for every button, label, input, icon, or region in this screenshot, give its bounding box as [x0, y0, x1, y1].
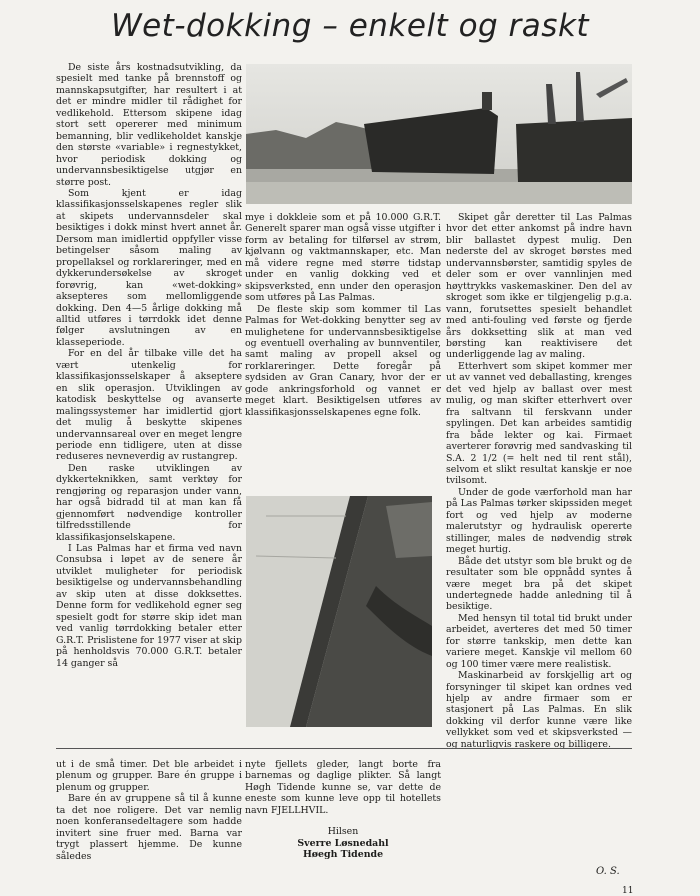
- column-middle: [245, 212, 441, 418]
- signoff-greeting: Hilsen: [327, 826, 359, 838]
- paragraph: Skipet går deretter til Las Palmas hvor det etter ankomst på indre havn blir ballastet dypest mulig. Den nederste del av skroget børstes med undervannsbørster, samtidig spyles de deler som er over vannlinjen med høyttrykks vaskemaskiner. Den del av skroget som ikke er tilgjengelig p.g.a. vann, forutsettes spesielt behandlet med anti-fouling ved første og fjerde års dokksetting slik at man ved børsting kan reaktivisere det underliggende lag av maling.: [446, 212, 632, 361]
- paragraph: De fleste skip som kommer til Las Palmas for Wet-dokking benytter seg av mulighetene for undervannsbesiktigelse og eventuell overhaling av bunnventiler, samt maling av propell aksel og rorklareringer. Dette foregår på sydsiden av Gran Canary, hvor der er gode ankringsforhold og vannet er meget klart. Besiktigelsen utføres av klassifikasjonsselskapenes egne folk.: [245, 303, 441, 418]
- signoff-name: Sverre Løsnedahl: [297, 837, 389, 849]
- signoff-org: Høegh Tidende: [302, 849, 384, 861]
- bottom-column-left: [56, 759, 242, 862]
- paragraph: mye i dokkleie som et på 10.000 G.R.T. Generelt sparer man også visse utgifter i form av betaling for tilførsel av strøm, kjølvann og vaktmannskaper, etc. Man må videre regne med større tidstap under en vanlig dokking ved et skipsverksted, enn under den operasjon som utføres på Las Palmas.: [245, 212, 441, 304]
- paragraph: Maskinarbeid av forskjellig art og forsyninger til skipet kan ordnes ved hjelp av andre firmaer som er stasjonert på Las Palmas. En slik dokking vil derfor kunne være like vellykket som ved et skipsverksted — og naturligvis raskere og billigere.: [446, 670, 632, 750]
- paragraph: De siste års kostnadsutvikling, da spesielt med tanke på brennstoff og mannskapsutgifter, har resultert i at det er mindre midler til rådighet for vedlikehold. Ettersom skipene idag stort sett opererer med minimum bemanning, blir vedlikeholdet kanskje den største «variable» i regnestykket, hvor periodisk dokking og undervannsbesiktigelse utgjør en større post.: [56, 62, 242, 188]
- bottom-column-middle: [245, 759, 441, 861]
- paragraph: Som kjent er idag klassifikasjonsselskapenes regler slik at skipets undervannsdeler skal besiktiges i dokk minst hvert annet år. Dersom man imidlertid oppfyller visse betingelser såsom maling av propellaksel og rorklareringer, med en dykkerundersøkelse av skroget forøvrig, kan «wet-dokking» aksepteres som mellomliggende dokking. Den 4—5 årlige dokking må alltid utføres i tørrdokk idet denne følger avslutningen av en klasseperiode.: [56, 187, 242, 348]
- paragraph: Med hensyn til total tid brukt under arbeidet, averteres det med 50 timer for større tankskip, men dette kan variere meget. Kanskje vil mellom 60 og 100 timer være mere realistisk.: [446, 612, 632, 670]
- paragraph: Den raske utviklingen av dykkerteknikken, samt verktøy for rengjøring og reparasjon under vann, har også bidradd til at man kan få gjennomført nødvendige kontroller tilfredsstillende for klassifikasjonselskapene.: [56, 462, 242, 543]
- section-divider: [56, 748, 632, 749]
- hull-cleaning-photo: [246, 496, 432, 727]
- column-left: [56, 62, 242, 669]
- column-right: [446, 212, 632, 750]
- paragraph: Bare én av gruppene så til å kunne ta det noe roligere. Det var nemlig noen konferansedeltagere som hadde invitert sine fruer med. Barna var trygt plassert hjemme. De kunne således: [56, 793, 242, 862]
- paragraph: Under de gode værforhold man har på Las Palmas tørker skipssiden meget fort og ved hjelp av moderne malerutstyr og hydraulisk opererte stillinger, males de nødvendig strøk meget hurtig.: [446, 486, 632, 556]
- author-initials: O. S.: [596, 866, 620, 877]
- paragraph: Etterhvert som skipet kommer mer ut av vannet ved deballasting, krenges det ved hjelp av ballast over mest mulig, og man skifter etterhvert over fra saltvann til ferskvann under spylingen. Det kan arbeides samtidig fra både lekter og kai. Firmaet averterer forøvrig med sandvasking til S.A. 2 1/2 (= helt ned til rent stål), selvom et slikt resultat kanskje er noe tvilsomt.: [446, 360, 632, 487]
- paragraph: nyte fjellets gleder, langt borte fra barnemas og daglige plikter. Så langt Høgh Tidende kunne se, var dette de eneste som kunne leve opp til hotellets navn FJELLHVIL.: [245, 759, 441, 816]
- paragraph: Både det utstyr som ble brukt og de resultater som ble oppnådd syntes å være meget bra på det skipet undertegnede hadde anledning til å besiktige.: [446, 555, 632, 613]
- page-number: 11: [622, 886, 634, 896]
- ships-in-harbor-photo: [246, 64, 632, 204]
- article-title: Wet-dokking – enkelt og raskt: [110, 8, 590, 44]
- paragraph: I Las Palmas har et firma ved navn Consubsa i løpet av de senere år utviklet muligheter for periodisk besiktigelse og undervannsbehandling av skip uten at disse dokksettes. Denne form for vedlikehold egner seg spesielt godt for større skip idet man ved vanlig tørrdokking betaler etter G.R.T. Prislistene for 1977 viser at skip på henholdsvis 70.000 G.R.T. betaler 14 ganger så: [56, 543, 242, 669]
- paragraph: For en del år tilbake ville det ha vært utenkelig for klassifikasjonsselskaper å akseptere en slik operasjon. Utviklingen av katodisk beskyttelse og avanserte malingssystemer har imidlertid gjort det mulig å beskytte skipenes undervannsareal over en meget lengre periode enn tidligere, uten at disse reduseres nevneverdig av rustangrep.: [56, 348, 242, 463]
- paragraph: ut i de små timer. Det ble arbeidet i plenum og grupper. Bare én gruppe i plenum og grupper.: [56, 759, 242, 793]
